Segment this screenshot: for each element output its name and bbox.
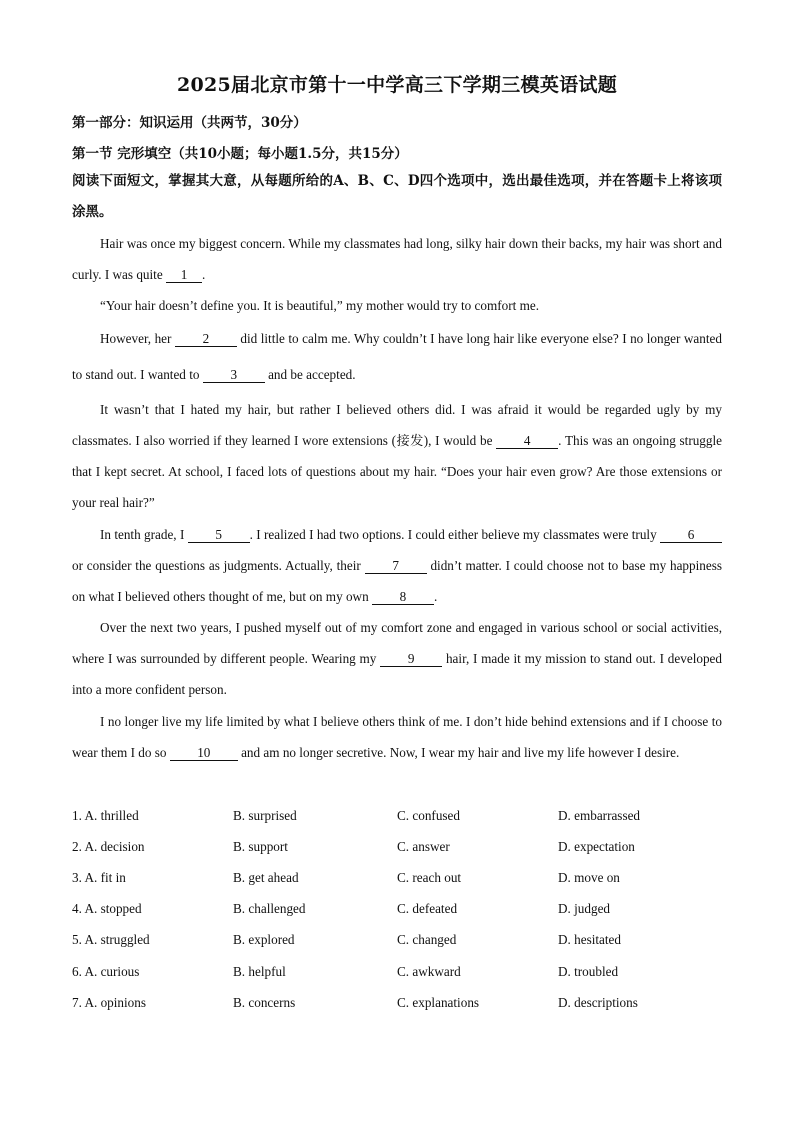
q3-option-b: B. get ahead bbox=[233, 870, 299, 885]
q7-option-d: D. descriptions bbox=[558, 995, 638, 1010]
q6-option-a: 6. A. curious bbox=[72, 964, 140, 979]
q3-option-d: D. move on bbox=[558, 870, 620, 885]
blank-7: 7 bbox=[365, 559, 427, 574]
blank-1: 1 bbox=[166, 268, 202, 283]
q1-option-a: 1. A. thrilled bbox=[72, 808, 139, 823]
q7-option-b: B. concerns bbox=[233, 995, 296, 1010]
paragraph-1: Hair was once my biggest concern. While my classmates had long, silky hair down their backs, my hair was short and curly. I was quite 1 . bbox=[72, 236, 722, 282]
q5-option-b: B. explored bbox=[233, 932, 295, 947]
blank-9: 9 bbox=[380, 652, 442, 667]
part-heading: 第一部分：知识运用（共两节，30分） bbox=[72, 115, 307, 131]
q4-option-c: C. defeated bbox=[397, 901, 458, 916]
paragraph-4: It wasn’t that I hated my hair, but rather I believed others did. I was afraid it would be regarded ugly by my classmates. I also worried if they learned I wore extensions (接发), I would be 4 . This was an ongoing struggle that I kept secret. At school, I faced lots of questions about my hair. “Does your hair even grow? Are those extensions or your real hair?” bbox=[72, 402, 723, 510]
paragraph-2: “Your hair doesn’t define you. It is beautiful,” my mother would try to comfort me. bbox=[100, 298, 540, 313]
q2-option-b: B. support bbox=[233, 839, 288, 854]
q4-option-d: D. judged bbox=[558, 901, 611, 916]
blank-4: 4 bbox=[496, 434, 558, 449]
q7-option-c: C. explanations bbox=[397, 995, 480, 1010]
q5-option-c: C. changed bbox=[397, 932, 457, 947]
q3-option-c: C. reach out bbox=[397, 870, 462, 885]
blank-10: 10 bbox=[170, 746, 238, 761]
blank-3: 3 bbox=[203, 368, 265, 383]
q6-option-c: C. awkward bbox=[397, 964, 461, 979]
q2-option-a: 2. A. decision bbox=[72, 839, 145, 854]
q2-option-c: C. answer bbox=[397, 839, 450, 854]
q5-option-d: D. hesitated bbox=[558, 932, 621, 947]
blank-8: 8 bbox=[372, 590, 434, 605]
q2-option-d: D. expectation bbox=[558, 839, 635, 854]
blank-5: 5 bbox=[188, 528, 250, 543]
q7-option-a: 7. A. opinions bbox=[72, 995, 147, 1010]
q5-option-a: 5. A. struggled bbox=[72, 932, 150, 947]
paragraph-6: Over the next two years, I pushed myself out of my comfort zone and engaged in various school or social activities, where I was surrounded by different people. Wearing my 9 hair, I made it my mission to stand out. I developed into a more confident person. bbox=[72, 620, 722, 697]
paragraph-7: I no longer live my life limited by what I believe others think of me. I don’t hide behind extensions and if I choose to wear them I do so 10 and am no longer secretive. Now, I wear my hair and live my life however I desire. bbox=[72, 714, 722, 760]
paragraph-3: However, her 2 did little to calm me. Why couldn’t I have long hair like everyone else? I no longer wanted to stand out. I wanted to 3 and be accepted. bbox=[72, 331, 722, 382]
page-title: 2025届北京市第十一中学高三下学期三模英语试题 bbox=[176, 74, 618, 96]
q4-option-a: 4. A. stopped bbox=[72, 901, 142, 916]
q3-option-a: 3. A. fit in bbox=[72, 870, 126, 885]
q6-option-b: B. helpful bbox=[233, 964, 286, 979]
q1-option-c: C. confused bbox=[397, 808, 460, 823]
blank-2: 2 bbox=[175, 332, 237, 347]
q1-option-d: D. embarrassed bbox=[558, 808, 641, 823]
section-heading: 第一节 完形填空（共10小题；每小题1.5分，共15分） bbox=[72, 146, 408, 162]
q6-option-d: D. troubled bbox=[558, 964, 619, 979]
blank-6: 6 bbox=[660, 528, 722, 543]
q1-option-b: B. surprised bbox=[233, 808, 297, 823]
paragraph-5: In tenth grade, I 5 . I realized I had two options. I could either believe my classmates were truly 6 or consider the questions as judgments. Actually, their 7 didn’t matter. I could choose not to base my happiness on what I believed others thought of me, but on my own 8 . bbox=[72, 527, 722, 604]
q4-option-b: B. challenged bbox=[233, 901, 306, 916]
instructions: 阅读下面短文，掌握其大意，从每题所给的A、B、C、D四个选项中，选出最佳选项，并在答题卡上将该项涂黑。 bbox=[72, 173, 722, 220]
